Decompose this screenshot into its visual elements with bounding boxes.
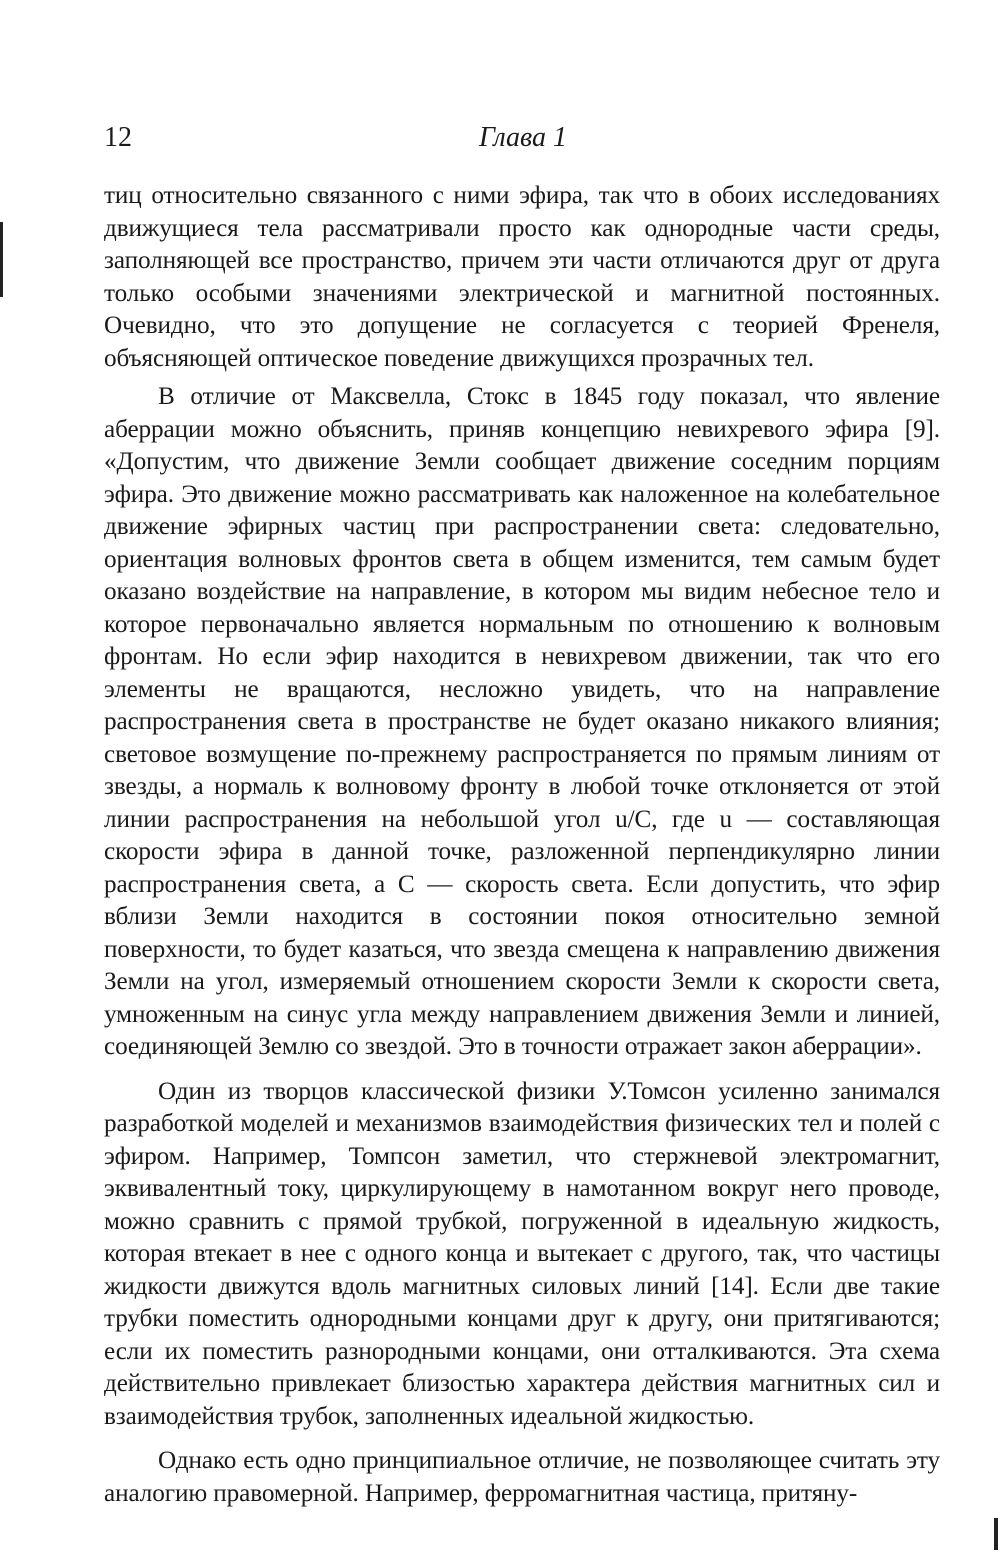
paragraph: В отличие от Максвелла, Стокс в 1845 году показал, что явление аберрации можно объяснить, приняв концепцию невихревого эфира [9]. «Допустим, что движение Земли сообщает движение соседним порциям эфира. Это движение можно рассматривать как наложенное на колебательное движение эфирных частиц при распространении света: следовательно, ориентация волновых фронтов света в общем изменится, тем самым будет оказано воздействие на направление, в котором мы видим небесное тело и которое первоначально является нормальным по отношению к волновым фронтам. Но если эфир находится в невихревом движении, так что его элементы не вращаются, несложно увидеть, что на направление распространения света в пространстве не будет оказано никакого влияния; световое возмущение по-прежнему распространяется по прямым линиям от звезды, а нормаль к волновому фронту в любой точке отклоняется от этой линии распространения на небольшой угол u/C, где u — составляющая скорости эфира в данной точке, разложенной перпендикулярно линии распространения света, а C — скорость света. Если допустить, что эфир вблизи Земли находится в состоянии покоя относительно земной поверхности, то будет казаться, что звезда смещена к направлению движения Земли на угол, измеряемый отношением скорости Земли к скорости света, умноженным на синус угла между направлением движения Земли и линией, соединяющей Землю со звездой. Это в точности отражает закон аберрации». [104, 383, 940, 1060]
paragraph: Однако есть одно принципиальное отличие, не позволяющее считать эту аналогию правомерной. Например, ферромагнитная частица, притяну- [104, 1447, 940, 1507]
scan-edge-mark [994, 1518, 998, 1550]
paragraph: тиц относительно связанного с ними эфира, так что в обоих исследованиях движущиеся тела рассматривали просто как однородные части среды, заполняющей все пространство, причем эти части отличаются друг от друга только особыми значениями электрической и магнитной постоянных. Очевидно, что это допущение не согласуется с теорией Френеля, объясняющей оптическое поведение движущихся прозрачных тел. [104, 182, 940, 372]
page-header [104, 118, 942, 158]
page-number: 12 [104, 122, 132, 153]
scan-edge-mark [0, 222, 3, 297]
chapter-title: Глава 1 [479, 122, 567, 153]
body-text [104, 180, 940, 1510]
paragraph: Один из творцов классической физики У.Томсон усиленно занимался разработкой моделей и механизмов взаимодействия физических тел и полей с эфиром. Например, Томпсон заметил, что стержневой электромагнит, эквивалентный току, циркулирующему в намотанном вокруг него проводе, можно сравнить с прямой трубкой, погруженной в идеальную жидкость, которая втекает в нее с одного конца и вытекает с другого, так, что частицы жидкости движутся вдоль магнитных силовых линий [14]. Если две такие трубки поместить однородными концами друг к другу, они притягиваются; если их поместить разнородными концами, они отталкиваются. Эта схема действительно привлекает близостью характера действия магнитных сил и взаимодействия трубок, заполненных идеальной жидкостью. [104, 1077, 940, 1430]
